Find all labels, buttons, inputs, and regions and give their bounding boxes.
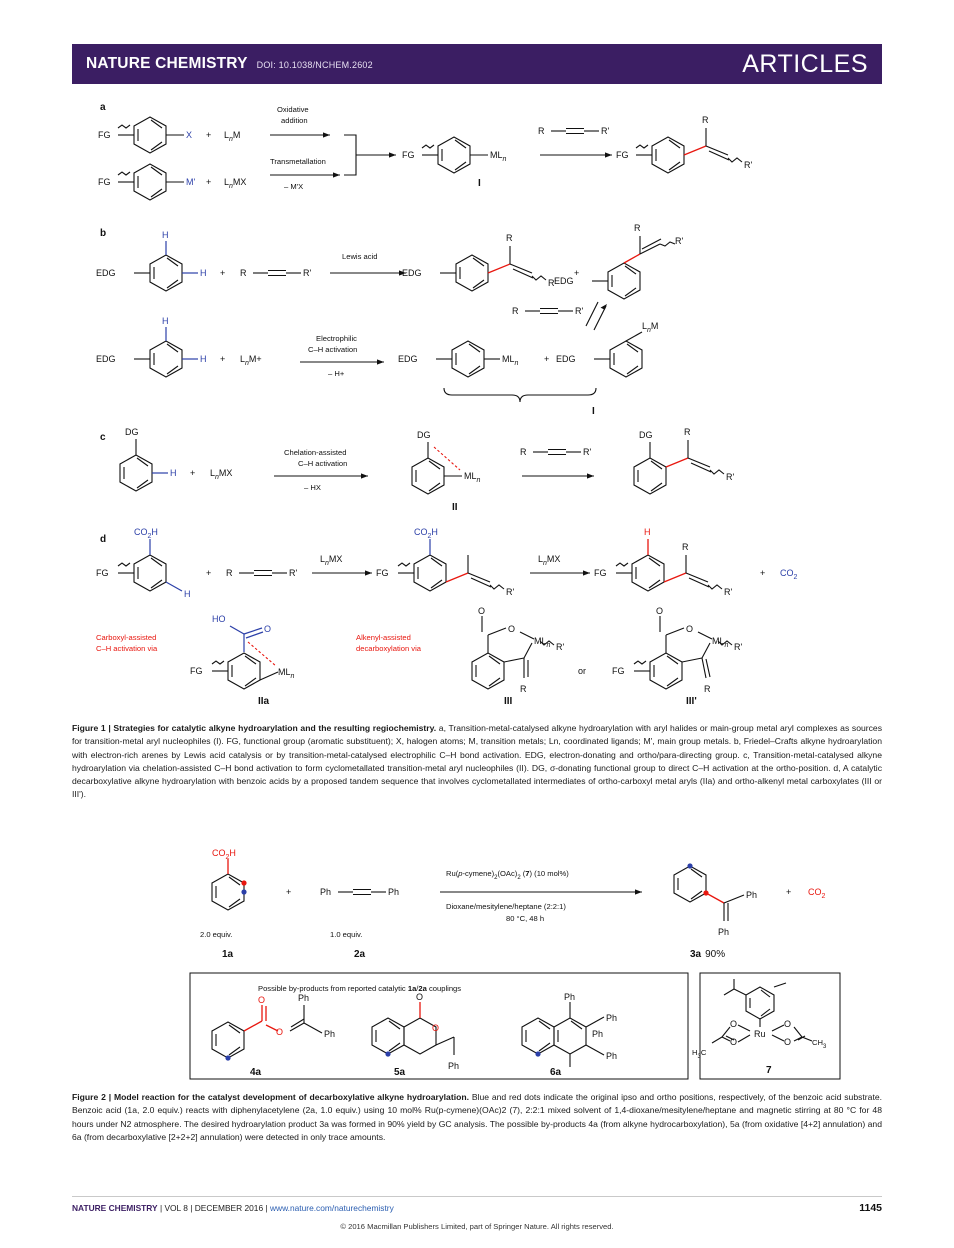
- label-co2h-d2: $CO_2H$: [414, 527, 438, 540]
- label-o-iii-2: O: [508, 624, 516, 634]
- label-r-b2: R: [512, 306, 519, 316]
- label-fg-a2: FG: [98, 177, 111, 187]
- label-fg-d1: FG: [96, 568, 109, 578]
- conditions-line-2: Dioxane/mesitylene/heptane (2:2:1): [446, 902, 566, 911]
- panel-label-b: b: [100, 228, 107, 239]
- label-II-c: II: [452, 502, 458, 513]
- label-ph-6a-4: Ph: [592, 1029, 604, 1039]
- label-h3c: $H_3C$: [692, 1048, 707, 1060]
- footer-issue: | VOL 8 | DECEMBER 2016 |: [159, 1203, 268, 1213]
- label-o-5a-1: O: [416, 992, 424, 1002]
- label-rp-iiip: R': [734, 642, 743, 652]
- note-carboxyl-line2: C–H activation via: [96, 644, 158, 653]
- page-footer: [72, 1196, 882, 1214]
- plus-b-3: +: [220, 354, 226, 364]
- equiv-2a: 1.0 equiv.: [330, 930, 363, 939]
- plus-a-2: +: [206, 177, 212, 187]
- label-7: 7: [766, 1065, 772, 1076]
- label-mln-a: $ML_n$: [490, 150, 507, 163]
- label-mln-c: $ML_n$: [464, 471, 481, 484]
- note-carboxyl-line1: Carboxyl-assisted: [96, 633, 157, 642]
- footer-journal-name: NATURE CHEMISTRY: [72, 1203, 158, 1213]
- label-ru: Ru: [754, 1029, 766, 1039]
- arrow-a2-byproduct: – M'X: [284, 182, 304, 191]
- journal-name: NATURE CHEMISTRY: [86, 55, 248, 72]
- figure-2-caption: [72, 1091, 882, 1144]
- label-h-d-prod: H: [644, 527, 651, 537]
- arrow-a-oxidative-addition: [270, 105, 330, 138]
- label-ph-left: Ph: [320, 887, 332, 897]
- scheme-b-product-1: [402, 233, 556, 291]
- scheme-d-product: [594, 527, 732, 597]
- label-edg-b6: EDG: [556, 354, 576, 364]
- ortho-dot-product: [703, 890, 708, 895]
- label-x-a: X: [186, 130, 193, 140]
- conditions-line-3: 80 °C, 48 h: [506, 914, 545, 923]
- scheme-c-alkyne-step: [520, 447, 594, 479]
- label-co2-d: $CO_2$: [780, 568, 798, 581]
- label-o-4a-1: O: [258, 995, 266, 1005]
- label-r-iiip: R: [704, 684, 711, 694]
- page-header: [72, 44, 882, 84]
- scheme-d-intermediate: [376, 527, 514, 597]
- header-left-group: [86, 55, 373, 73]
- label-r-a: R: [538, 126, 545, 136]
- arrow-a1-label-1: Oxidative: [277, 105, 309, 114]
- label-h-b4: H: [200, 354, 207, 364]
- label-6a: 6a: [550, 1067, 562, 1078]
- label-r-b-prod2: R: [634, 223, 641, 233]
- label-r-b-prod1: R: [506, 233, 513, 243]
- label-edg-b2: EDG: [402, 268, 422, 278]
- label-fg-d3: FG: [594, 568, 607, 578]
- fig2-conditions-arrow: [440, 869, 642, 923]
- scheme-b-product-4: [556, 321, 658, 377]
- label-3a: 3a 90%: [690, 949, 726, 960]
- label-ph-5a: Ph: [448, 1061, 460, 1071]
- scheme-a-intermediate-I: [402, 137, 507, 189]
- byproduct-6a: [522, 992, 617, 1078]
- arrow-c-label-2: C–H activation: [298, 459, 348, 468]
- label-o-4a-2: O: [276, 1027, 284, 1037]
- label-or: or: [578, 666, 587, 676]
- scheme-b-product-2: [554, 223, 683, 299]
- plus-b-2: +: [574, 268, 580, 278]
- label-ph-product-2: Ph: [718, 927, 730, 937]
- label-rp-a: R': [601, 126, 610, 136]
- scheme-a-product: [616, 115, 752, 173]
- label-r-c: R: [520, 447, 527, 457]
- label-5a: 5a: [394, 1067, 406, 1078]
- footer-citation: [72, 1203, 394, 1213]
- label-o-iiip-2: O: [686, 624, 694, 634]
- panel-label-c: c: [100, 432, 106, 443]
- label-ph-right: Ph: [388, 887, 400, 897]
- plus-b-1: +: [220, 268, 226, 278]
- fig2-substrate-1a: [200, 848, 247, 960]
- label-o-iii-1: O: [478, 606, 486, 616]
- label-o-cat-4: O: [784, 1037, 792, 1047]
- scheme-c-intermediate-II: [412, 430, 481, 513]
- label-lnm-b: $L_nM+$: [240, 354, 262, 367]
- label-dg-c2: DG: [417, 430, 431, 440]
- label-o-cat-2: O: [730, 1037, 738, 1047]
- doi-text: DOI: 10.1038/NCHEM.2602: [256, 60, 373, 70]
- arrow-a2-label: Transmetallation: [270, 157, 326, 166]
- figure-2-caption-body: Blue and red dots indicate the original ipso and ortho positions, respectively, of the benzoic acid substrate. Benzoic acid (1a, 2.0 equiv.) reacts with diphenylacetylene (2a, 1.0 equiv.) using 10 mol% Ru(p-cymene)(OAc)2 (7), 2:2:1 mixed solvent of 1,4-dioxane/mesitylene/heptane and magnetic stirring at 80 °C for 48 hours under N2 atmosphere. The desired hydroarylation product 3a was formed in 90% yield by GC analysis. The possible by-products 4a (from alkyne hydrocarboxylation), 5a (from oxidative [4+2] annulation) and 6a (from decarboxylative [2+2+2] annulation) were detected in only trace amounts.: [72, 1092, 882, 1142]
- label-ph-6a-2: Ph: [606, 1051, 618, 1061]
- label-ch3-cat: $CH_3$: [812, 1038, 827, 1050]
- label-fg-d2: FG: [376, 568, 389, 578]
- label-rp-b2: R': [575, 306, 584, 316]
- scheme-d-alkyne: [226, 568, 297, 578]
- page-number: 1145: [859, 1202, 882, 1214]
- label-ph-6a-1: Ph: [606, 1013, 618, 1023]
- arrow-d2-label: $L_nMX$: [538, 554, 561, 567]
- fig2-product-3a: [674, 863, 757, 960]
- figure-1-caption-title: Figure 1 | Strategies for catalytic alkyne hydroarylation and the resulting regiochemistry.: [72, 723, 437, 733]
- label-h-b3: H: [162, 316, 169, 326]
- label-m-a: M': [186, 177, 196, 187]
- label-h-b2: H: [200, 268, 207, 278]
- figure-1-graphic: [72, 92, 882, 712]
- note-alkenyl-line2: decarboxylation via: [356, 644, 422, 653]
- scheme-a-aryl-halide: [98, 117, 192, 153]
- label-4a: 4a: [250, 1067, 262, 1078]
- label-dg-c3: DG: [639, 430, 653, 440]
- arrow-d-step2: [530, 554, 590, 576]
- copyright-line: © 2016 Macmillan Publishers Limited, part of Springer Nature. All rights reserved.: [340, 1222, 614, 1231]
- arrow-a-transmetallation: [270, 157, 340, 191]
- figure-2: [72, 845, 882, 1085]
- label-I-a: I: [478, 178, 481, 189]
- label-rp-d-prod: R': [724, 587, 733, 597]
- catalyst-box: [700, 973, 840, 1079]
- scheme-c-product: [634, 427, 734, 494]
- label-I-b: I: [592, 406, 595, 417]
- scheme-b-arene-2: [96, 316, 207, 377]
- plus-fig2: +: [286, 887, 292, 897]
- label-fg-iia: FG: [190, 666, 203, 676]
- arrow-c-byproduct: – HX: [304, 483, 321, 492]
- structure-III: [472, 606, 564, 707]
- label-rp-c-prod: R': [726, 472, 735, 482]
- label-h-b1: H: [162, 230, 169, 240]
- arrow-b1-label: Lewis acid: [342, 252, 378, 261]
- label-rp-d: R': [289, 568, 298, 578]
- label-ho-iia: HO: [212, 614, 226, 624]
- byproduct-5a: [372, 992, 459, 1078]
- figure-1-caption: [72, 722, 882, 802]
- label-ph-4a-1: Ph: [298, 993, 310, 1003]
- arrow-d-step1: [312, 554, 372, 576]
- label-mln-iia: $ML_n$: [278, 667, 295, 680]
- arrow-b2-label-1: Electrophilic: [316, 334, 357, 343]
- arrow-b2-byproduct: – H+: [328, 369, 345, 378]
- scheme-a-aryl-metal: [98, 164, 195, 200]
- label-edg-b5: EDG: [398, 354, 418, 364]
- label-r-a-prod: R: [702, 115, 709, 125]
- byproduct-4a: [212, 993, 335, 1078]
- label-lnmx-c: $L_nMX$: [210, 468, 233, 481]
- label-rp-c: R': [583, 447, 592, 457]
- note-alkenyl-line1: Alkenyl-assisted: [356, 633, 411, 642]
- label-dg-c1: DG: [125, 427, 139, 437]
- label-r-b1: R: [240, 268, 247, 278]
- scheme-b-alkyne-1: [240, 268, 311, 278]
- plus-fig2-2: +: [786, 887, 792, 897]
- label-co2h-fig2: $CO_2H$: [212, 848, 236, 861]
- label-edg-b4: EDG: [96, 354, 116, 364]
- scheme-d-benzoic-acid: [96, 527, 191, 599]
- label-r-d-prod: R: [682, 542, 689, 552]
- plus-b-4: +: [544, 354, 550, 364]
- byproducts-box-title: Possible by-products from reported catalytic 1a/2a couplings: [258, 984, 462, 993]
- plus-d-2: +: [760, 568, 766, 578]
- label-rp-b-prod1: R': [548, 278, 557, 288]
- figure-1: [72, 92, 882, 712]
- scheme-b-arene-1: [96, 230, 207, 291]
- label-rp-iii: R': [556, 642, 565, 652]
- label-r-d: R: [226, 568, 233, 578]
- structure-III-prime: [612, 606, 742, 707]
- arrow-b2-label-2: C–H activation: [308, 345, 358, 354]
- label-rp-b1: R': [303, 268, 312, 278]
- scheme-b-product-3: [398, 341, 519, 377]
- label-1a: 1a: [222, 949, 234, 960]
- plus-d: +: [206, 568, 212, 578]
- arrow-b-lewis-acid: [330, 252, 406, 276]
- label-IIa: IIa: [258, 696, 270, 707]
- label-edg-b1: EDG: [96, 268, 116, 278]
- label-ph-6a-3: Ph: [564, 992, 576, 1002]
- label-co2h-d1: $CO_2H$: [134, 527, 158, 540]
- label-o-iia: O: [264, 624, 272, 634]
- label-r-c-prod: R: [684, 427, 691, 437]
- label-fg-iiip: FG: [612, 666, 625, 676]
- label-co2-fig2: $CO_2$: [808, 887, 826, 900]
- equiv-1a: 2.0 equiv.: [200, 930, 233, 939]
- figure-2-caption-title: Figure 2 | Model reaction for the catalyst development of decarboxylative alkyne hydroarylation.: [72, 1092, 469, 1102]
- label-o-iiip-1: O: [656, 606, 664, 616]
- label-h-c: H: [170, 468, 177, 478]
- figure-2-graphic: [72, 845, 882, 1085]
- label-fg-a3: FG: [402, 150, 415, 160]
- label-mln-b: $ML_n$: [502, 354, 519, 367]
- label-fg-a1: FG: [98, 130, 111, 140]
- label-2a: 2a: [354, 949, 366, 960]
- arrow-b-electrophilic-activation: [300, 334, 384, 378]
- catalyst-structure-7: [692, 979, 827, 1076]
- arrow-c-chelation: [274, 448, 368, 492]
- label-lnm-b2: $L_nM$: [642, 321, 659, 334]
- ortho-dot: [241, 880, 246, 885]
- label-r-iii: R: [520, 684, 527, 694]
- scheme-b-alkyne-2: [512, 302, 607, 330]
- fig2-alkyne-2a: [320, 887, 399, 960]
- label-lnmx-a: $L_nMX$: [224, 177, 247, 190]
- label-rp-a-prod: R': [744, 160, 753, 170]
- label-o-5a-2: O: [432, 1023, 440, 1033]
- arrow-a1-label-2: addition: [281, 116, 308, 125]
- ipso-dot: [241, 889, 246, 894]
- label-fg-a4: FG: [616, 150, 629, 160]
- arrow-c-label-1: Chelation-assisted: [284, 448, 347, 457]
- label-rp-b-prod2: R': [675, 236, 684, 246]
- section-label: ARTICLES: [742, 49, 868, 78]
- panel-label-d: d: [100, 534, 107, 545]
- scheme-a-alkyne-step: [538, 126, 612, 158]
- arrow-d1-label: $L_nMX$: [320, 554, 343, 567]
- label-rp-d-mid: R': [506, 587, 515, 597]
- label-o-cat-1: O: [730, 1019, 738, 1029]
- conditions-line-1: $Ru(p-cymene)_2(OAc)_2$ (7) (10 mol%): [446, 869, 569, 881]
- ipso-dot-product: [687, 863, 692, 868]
- label-o-cat-3: O: [784, 1019, 792, 1029]
- label-III-prime: III': [686, 696, 697, 707]
- label-h-d1: H: [184, 589, 191, 599]
- label-mln-iii: $ML_n$: [534, 636, 551, 649]
- label-III: III: [504, 696, 513, 707]
- structure-IIa: [190, 614, 295, 707]
- footer-url-link[interactable]: www.nature.com/naturechemistry: [269, 1203, 394, 1213]
- plus-c: +: [190, 468, 196, 478]
- label-edg-b3: EDG: [554, 276, 574, 286]
- label-ph-product-1: Ph: [746, 890, 758, 900]
- scheme-c-substrate: [120, 427, 177, 491]
- figure-1-caption-body: a, Transition-metal-catalysed alkyne hydroarylation with aryl halides or main-group metal aryl complexes as sources for transition-metal aryl nucleophiles (I). FG, functional group (aromatic substituent); X, halogen atoms; M, transition metals; Ln, coordinated ligands; M', main group metals. b, Friedel–Crafts alkyne hydroarylation with electron-rich arenes by Lewis acid catalysis or by transition-metal-catalysed electrophilic C–H bond activation. EDG, electron-donating and ortho/para-directing group. c, Transition-metal-catalysed alkyne hydroarylation via chelation-assisted C–H bond activation to form cyclometallated transition-metal aryl nucleophiles (II). DG, σ-donating functional group to direct C–H activation at the ortho-position. d, A catalytic decarboxylative alkyne hydroarylation with benzoic acids by a proposed tandem sequence that involves cyclometallated intermediates of ortho-carboxyl metal aryls (IIa) and ortho-alkenyl metal carboxylates (III or III').: [72, 723, 882, 800]
- label-lnm-a: $L_nM$: [224, 130, 241, 143]
- label-mln-iiip: $ML_n$: [712, 636, 729, 649]
- plus-a-1: +: [206, 130, 212, 140]
- panel-label-a: a: [100, 102, 106, 113]
- label-ph-4a-2: Ph: [324, 1029, 336, 1039]
